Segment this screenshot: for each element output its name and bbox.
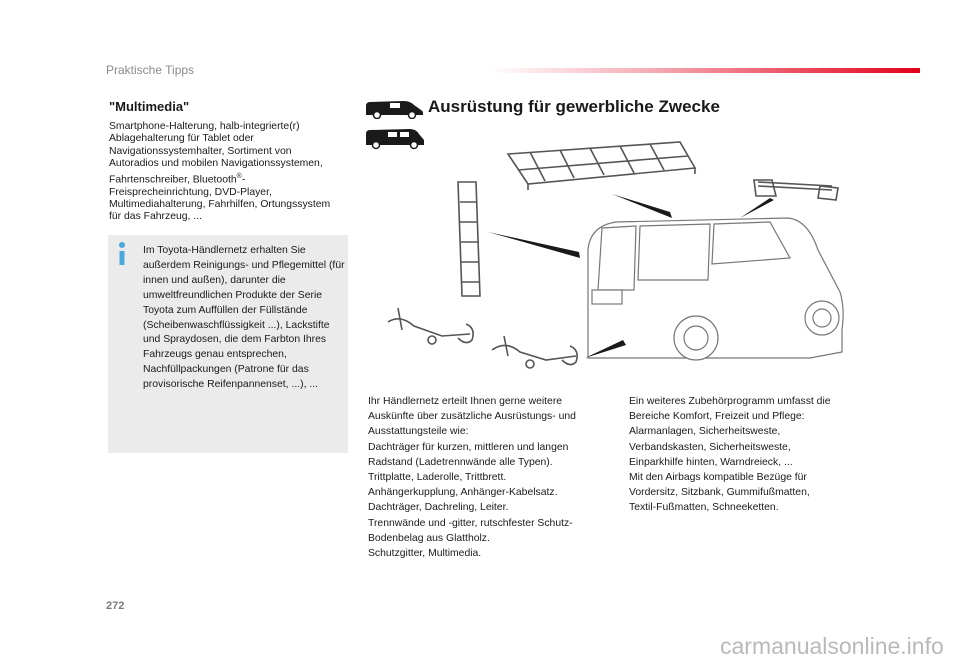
multimedia-heading: "Multimedia"	[109, 99, 190, 114]
header-accent-line	[488, 68, 920, 73]
multimedia-text-part2: -Freisprecheinrichtung, DVD-Player, Multimediahalterung, Fahrhilfen, Ortungssystem für das Fahrzeug, ...	[109, 174, 331, 223]
page-number: 272	[106, 600, 125, 612]
commercial-equipment-illustration	[380, 140, 860, 380]
tow-hitch-left	[388, 308, 473, 344]
van-side-icon	[364, 97, 424, 119]
middle-column-text: Ihr Händlernetz erteilt Ihnen gerne weitere Auskünfte über zusätzliche Ausrüstungs- und Ausstattungsteile wie: Dachträger für kurzen, mittleren und langen Radstand (Ladetrennwände alle Typen). Trittplatte, Laderolle, Trittbrett. Anhängerkupplung, Anhänger-Kabelsatz. Dachträger, Dachreling, Leiter. Trennwände und -gitter, rutschfester Schutz- Bodenbelag aus Glattholz. Schutzgitter, Multimedia.	[368, 396, 576, 560]
right-column-text: Ein weiteres Zubehörprogramm umfasst die Bereiche Komfort, Freizeit und Pflege: Alarmanlagen, Sicherheitsweste, Verbandskasten, Sicherheitsweste, Einparkhilfe hinten, Warndreieck, ... Mit den Airbags kompatible Bezüge für Vordersitz, Sitzbank, Gummifußmatten, Textil-Fußmatten, Schneeketten.	[629, 396, 831, 514]
watermark: carmanualsonline.info	[720, 633, 944, 659]
info-icon	[115, 241, 129, 267]
ladder	[458, 182, 480, 296]
van	[588, 218, 843, 360]
registered-mark: ®	[236, 172, 242, 180]
tow-hitch-right	[492, 336, 577, 368]
section-label: Praktische Tipps	[106, 63, 195, 77]
roof-bar	[754, 180, 838, 200]
multimedia-text-part1: Smartphone-Halterung, halb-integrierte(r) Ablagehalterung für Tablet oder Navigationssystemhalter, Sortiment von Autoradios und mobilen Navigationssystemen, Fahrtenschreiber, Bluetooth	[109, 121, 323, 186]
section-heading: Ausrüstung für gewerbliche Zwecke	[428, 97, 720, 116]
multimedia-paragraph	[109, 121, 331, 224]
info-text: Im Toyota-Händlernetz erhalten Sie außerdem Reinigungs- und Pflegemittel (für innen und außen), darunter die umweltfreundlichen Produkte der Serie Toyota zum Auffüllen der Füllstände (Scheibenwaschflüssigkeit ...), Lackstifte und Spraydosen, die dem Farbton Ihres Fahrzeugs genau entsprechen, Nachfüllpackungen (Patrone für das provisorische Reifenpannenset, ...), ...	[143, 245, 345, 391]
roof-rack	[508, 142, 695, 190]
